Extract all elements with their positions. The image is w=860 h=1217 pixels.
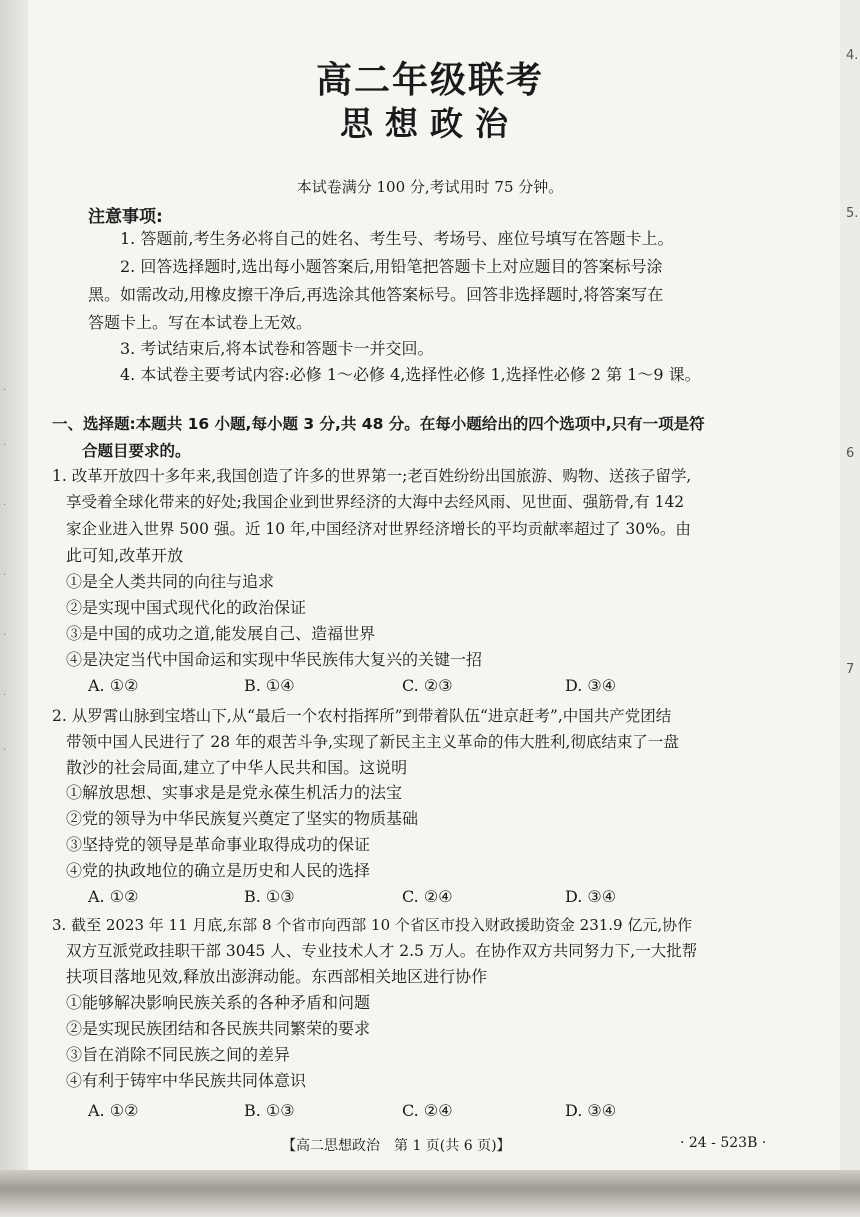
question-1-stem: 家企业进入世界 500 强。近 10 年,中国经济对世界经济增长的平均贡献率超过了 30%。由 — [66, 520, 691, 538]
page-footer-code: · 24 - 523B · — [680, 1135, 767, 1151]
question-1-stem: 享受着全球化带来的好处;我国企业到世界经济的大海中去经风雨、见世面、强筋骨,有 142 — [66, 493, 685, 511]
question-2-item: ②党的领导为中华民族复兴奠定了坚实的物质基础 — [66, 809, 419, 828]
question-1-option-b: B. ①④ — [244, 676, 295, 695]
right-edge-number: 4. — [846, 48, 859, 63]
question-3-option-c: C. ②④ — [402, 1101, 453, 1120]
margin-mark: · — [3, 690, 7, 701]
question-1-item: ③是中国的成功之道,能发展自己、造福世界 — [66, 624, 376, 643]
right-edge-number: 6 — [846, 446, 855, 461]
notice-line: 2. 回答选择题时,选出每小题答案后,用铅笔把答题卡上对应题目的答案标号涂 — [120, 257, 663, 276]
question-3-stem: 3. 截至 2023 年 11 月底,东部 8 个省市向西部 10 个省区市投入财政援助资金 231.9 亿元,协作 — [52, 916, 693, 934]
notice-line: 1. 答题前,考生务必将自己的姓名、考生号、考场号、座位号填写在答题卡上。 — [120, 229, 674, 248]
exam-title: 高二年级联考 — [315, 60, 544, 101]
notice-heading: 注意事项: — [88, 207, 163, 227]
question-2-stem: 散沙的社会局面,建立了中华人民共和国。这说明 — [66, 758, 408, 777]
question-2-option-a: A. ①② — [88, 887, 139, 906]
question-1-item: ②是实现中国式现代化的政治保证 — [66, 598, 307, 617]
notice-line: 3. 考试结束后,将本试卷和答题卡一并交回。 — [120, 339, 434, 358]
question-2-stem: 2. 从罗霄山脉到宝塔山下,从“最后一个农村指挥所”到带着队伍“进京赶考”,中国共产党团结 — [52, 707, 672, 725]
margin-mark: · — [3, 440, 7, 451]
margin-mark: · — [3, 570, 7, 581]
question-1-stem: 此可知,改革开放 — [66, 546, 184, 565]
question-3-item: ①能够解决影响民族关系的各种矛盾和问题 — [66, 993, 371, 1012]
question-2-option-b: B. ①③ — [244, 887, 295, 906]
right-edge-number: 7 — [846, 662, 855, 677]
notice-line: 答题卡上。写在本试卷上无效。 — [88, 313, 313, 332]
right-edge-number: 5. — [846, 206, 859, 221]
question-1-stem: 1. 改革开放四十多年来,我国创造了许多的世界第一;老百姓纷纷出国旅游、购物、送孩子留学, — [52, 467, 692, 485]
question-1-option-c: C. ②③ — [402, 676, 453, 695]
section-heading-cont: 合题目要求的。 — [82, 442, 191, 460]
question-2-stem: 带领中国人民进行了 28 年的艰苦斗争,实现了新民主主义革命的伟大胜利,彻底结束了一盘 — [66, 733, 679, 751]
exam-info: 本试卷满分 100 分,考试用时 75 分钟。 — [296, 178, 564, 196]
notice-line: 黑。如需改动,用橡皮擦干净后,再选涂其他答案标号。回答非选择题时,将答案写在 — [88, 285, 664, 304]
question-3-item: ②是实现民族团结和各民族共同繁荣的要求 — [66, 1019, 371, 1038]
question-2-item: ①解放思想、实事求是是党永葆生机活力的法宝 — [66, 783, 403, 802]
notice-line: 4. 本试卷主要考试内容:必修 1～必修 4,选择性必修 1,选择性必修 2 第 1～9 课。 — [120, 365, 701, 384]
section-heading: 一、选择题:本题共 16 小题,每小题 3 分,共 48 分。在每小题给出的四个选项中,只有一项是符 — [52, 415, 705, 433]
question-3-stem: 扶项目落地见效,释放出澎湃动能。东西部相关地区进行协作 — [66, 967, 488, 986]
margin-mark: · — [3, 630, 7, 641]
subject-title: 思想政治 — [340, 104, 520, 143]
question-1-option-a: A. ①② — [88, 676, 139, 695]
question-3-stem: 双方互派党政挂职干部 3045 人、专业技术人才 2.5 万人。在协作双方共同努力下,一大批帮 — [66, 942, 698, 960]
question-2-option-c: C. ②④ — [402, 887, 453, 906]
question-1-item: ④是决定当代中国命运和实现中华民族伟大复兴的关键一招 — [66, 650, 483, 669]
scan-edge-bottom — [0, 1170, 860, 1217]
question-3-option-a: A. ①② — [88, 1101, 139, 1120]
page-footer-label: 【高二思想政治 第 1 页(共 6 页)】 — [282, 1138, 511, 1154]
question-1-option-d: D. ③④ — [565, 676, 617, 695]
margin-mark: · — [3, 745, 7, 756]
margin-mark: · — [3, 500, 7, 511]
question-3-item: ③旨在消除不同民族之间的差异 — [66, 1045, 291, 1064]
question-3-option-b: B. ①③ — [244, 1101, 295, 1120]
question-2-item: ③坚持党的领导是革命事业取得成功的保证 — [66, 835, 371, 854]
question-2-option-d: D. ③④ — [565, 887, 617, 906]
question-1-item: ①是全人类共同的向往与追求 — [66, 572, 275, 591]
margin-mark: · — [3, 385, 7, 396]
question-3-option-d: D. ③④ — [565, 1101, 617, 1120]
question-2-item: ④党的执政地位的确立是历史和人民的选择 — [66, 861, 371, 880]
question-3-item: ④有利于铸牢中华民族共同体意识 — [66, 1071, 307, 1090]
